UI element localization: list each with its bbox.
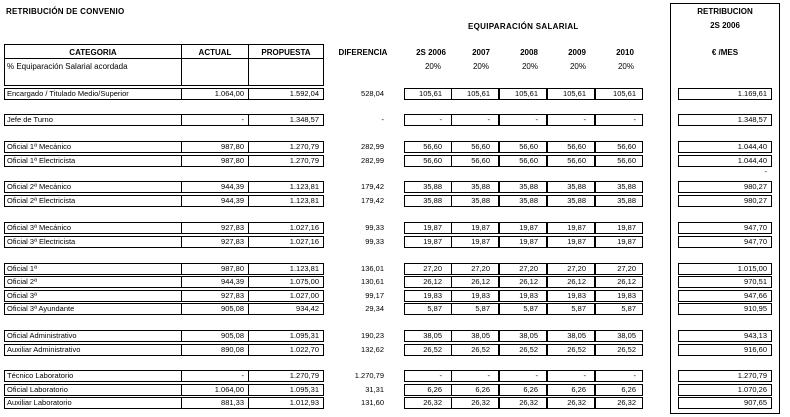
retribution-unit: € /MES xyxy=(711,48,739,57)
row-propuesta: 1.012,93 xyxy=(289,398,319,407)
row-diferencia: 190,23 xyxy=(361,331,384,340)
row-diferencia: 29,34 xyxy=(365,304,384,313)
row-2007: 38,05 xyxy=(471,331,490,340)
row-2009: 26,52 xyxy=(567,345,586,354)
table-row xyxy=(0,114,790,126)
row-2008: 26,32 xyxy=(519,398,538,407)
row-diferencia: 282,99 xyxy=(361,156,384,165)
row-2008: 35,88 xyxy=(519,182,538,191)
row-2008: 19,87 xyxy=(519,223,538,232)
header-2009: 2009 xyxy=(568,48,586,57)
row-2s2006: 5,87 xyxy=(427,304,442,313)
row-2007: 35,88 xyxy=(471,196,490,205)
table-row xyxy=(0,181,790,193)
row-2s2006: 6,26 xyxy=(427,385,442,394)
row-2010: 6,26 xyxy=(621,385,636,394)
row-2008: 27,20 xyxy=(519,264,538,273)
row-2010: 56,60 xyxy=(617,142,636,151)
table-row xyxy=(0,303,790,315)
row-2009: 19,87 xyxy=(567,223,586,232)
row-actual: 944,39 xyxy=(221,182,244,191)
row-actual: 927,83 xyxy=(221,237,244,246)
header-categoria: CATEGORIA xyxy=(69,48,117,57)
row-2010: - xyxy=(633,115,636,124)
row-propuesta: 1.095,31 xyxy=(289,385,319,394)
row-diferencia: 99,17 xyxy=(365,291,384,300)
row-2009: 35,88 xyxy=(567,182,586,191)
table-row xyxy=(0,141,790,153)
row-categoria: Oficial 2ª Electricista xyxy=(7,196,76,205)
row-retribucion: 1.270,79 xyxy=(737,371,767,380)
row-2s2006: 26,12 xyxy=(423,277,442,286)
row-2s2006: - xyxy=(439,371,442,380)
row-2009: 27,20 xyxy=(567,264,586,273)
row-2010: 26,32 xyxy=(617,398,636,407)
row-diferencia: 132,62 xyxy=(361,345,384,354)
table-row xyxy=(0,263,790,275)
row-2010: 26,12 xyxy=(617,277,636,286)
row-propuesta: 1.123,81 xyxy=(289,264,319,273)
row-2s2006: 19,87 xyxy=(423,237,442,246)
row-2009: 38,05 xyxy=(567,331,586,340)
row-diferencia: 528,04 xyxy=(361,89,384,98)
row-actual: 890,08 xyxy=(221,345,244,354)
row-retribucion: 947,66 xyxy=(744,291,767,300)
row-propuesta: 1.270,79 xyxy=(289,156,319,165)
row-2010: 35,88 xyxy=(617,196,636,205)
row-retribucion: 1.044,40 xyxy=(737,142,767,151)
row-2009: 35,88 xyxy=(567,196,586,205)
row-retribucion: 910,95 xyxy=(744,304,767,313)
row-propuesta: 1.095,31 xyxy=(289,331,319,340)
row-propuesta: 1.027,16 xyxy=(289,237,319,246)
row-retribucion: 907,65 xyxy=(744,398,767,407)
row-diferencia: 130,61 xyxy=(361,277,384,286)
row-actual: - xyxy=(241,371,244,380)
pct-2008: 20% xyxy=(521,62,538,71)
row-2009: 105,61 xyxy=(563,89,586,98)
row-2008: - xyxy=(535,115,538,124)
row-categoria: Oficial 3ª Ayundante xyxy=(7,304,75,313)
table-row xyxy=(0,370,790,382)
table-row xyxy=(0,290,790,302)
row-retribucion: 916,60 xyxy=(744,345,767,354)
row-actual: 905,08 xyxy=(221,331,244,340)
row-2010: 27,20 xyxy=(617,264,636,273)
row-2010: 56,60 xyxy=(617,156,636,165)
row-2008: 56,60 xyxy=(519,142,538,151)
row-2007: 56,60 xyxy=(471,156,490,165)
row-categoria: Jefe de Turno xyxy=(7,115,53,124)
row-2008: 56,60 xyxy=(519,156,538,165)
row-2s2006: 27,20 xyxy=(423,264,442,273)
table-row xyxy=(0,384,790,396)
row-diferencia: 99,33 xyxy=(365,237,384,246)
row-actual: 944,39 xyxy=(221,277,244,286)
row-categoria: Técnico Laboratorio xyxy=(7,371,74,380)
ret-orphan-dash: - xyxy=(764,167,767,176)
equiparacion-heading: EQUIPARACIÓN SALARIAL xyxy=(468,22,579,31)
equiparacion-percentage-label: % Equiparación Salarial acordada xyxy=(7,62,128,71)
row-actual: 881,33 xyxy=(221,398,244,407)
row-actual: 927,83 xyxy=(221,291,244,300)
row-categoria: Encargado / Titulado Medio/Superior xyxy=(7,89,129,98)
row-2008: 19,83 xyxy=(519,291,538,300)
row-diferencia: 99,33 xyxy=(365,223,384,232)
row-2010: 19,87 xyxy=(617,223,636,232)
pct-2s2006: 20% xyxy=(424,62,441,71)
row-retribucion: 980,27 xyxy=(744,196,767,205)
row-categoria: Oficial Administrativo xyxy=(7,331,77,340)
header-2010: 2010 xyxy=(616,48,634,57)
row-2008: 105,61 xyxy=(515,89,538,98)
row-2008: - xyxy=(535,371,538,380)
row-2008: 19,87 xyxy=(519,237,538,246)
row-actual: 927,83 xyxy=(221,223,244,232)
row-2010: 19,87 xyxy=(617,237,636,246)
row-actual: 987,80 xyxy=(221,264,244,273)
table-row xyxy=(0,222,790,234)
row-actual: 905,08 xyxy=(221,304,244,313)
row-2009: 19,87 xyxy=(567,237,586,246)
row-propuesta: 1.270,79 xyxy=(289,142,319,151)
row-retribucion: 1.169,61 xyxy=(737,89,767,98)
retribution-period: 2S 2006 xyxy=(710,21,740,30)
table-row xyxy=(0,344,790,356)
row-2007: 5,87 xyxy=(475,304,490,313)
row-retribucion: 947,70 xyxy=(744,223,767,232)
row-propuesta: 1.027,00 xyxy=(289,291,319,300)
row-retribucion: 1.070,26 xyxy=(737,385,767,394)
row-diferencia: 179,42 xyxy=(361,182,384,191)
row-2s2006: 56,60 xyxy=(423,142,442,151)
table-row xyxy=(0,88,790,100)
row-diferencia: 136,01 xyxy=(361,264,384,273)
row-2007: 19,83 xyxy=(471,291,490,300)
row-categoria: Oficial Laboratorio xyxy=(7,385,68,394)
row-2s2006: 19,87 xyxy=(423,223,442,232)
row-2009: - xyxy=(583,371,586,380)
row-2s2006: 35,88 xyxy=(423,196,442,205)
header-actual: ACTUAL xyxy=(198,48,232,57)
row-2007: 26,12 xyxy=(471,277,490,286)
row-2s2006: 35,88 xyxy=(423,182,442,191)
row-propuesta: 1.022,70 xyxy=(289,345,319,354)
row-2s2006: 19,83 xyxy=(423,291,442,300)
row-actual: 1.064,00 xyxy=(214,385,244,394)
row-2007: 56,60 xyxy=(471,142,490,151)
retribution-heading: RETRIBUCION xyxy=(697,7,753,16)
header-2007: 2007 xyxy=(472,48,490,57)
pct-2007: 20% xyxy=(472,62,489,71)
header-propuesta: PROPUESTA xyxy=(261,48,311,57)
row-2009: 56,60 xyxy=(567,156,586,165)
row-2s2006: 26,52 xyxy=(423,345,442,354)
row-diferencia: - xyxy=(381,115,384,124)
row-2s2006: - xyxy=(439,115,442,124)
header-diferencia: DIFERENCIA xyxy=(338,48,388,57)
row-propuesta: 1.592,04 xyxy=(289,89,319,98)
row-categoria: Oficial 1ª Electricista xyxy=(7,156,76,165)
pct-2010: 20% xyxy=(617,62,634,71)
row-diferencia: 131,60 xyxy=(361,398,384,407)
row-2010: 35,88 xyxy=(617,182,636,191)
row-categoria: Oficial 3ª Mecánico xyxy=(7,223,72,232)
row-actual: 944,39 xyxy=(221,196,244,205)
row-2007: 26,52 xyxy=(471,345,490,354)
row-propuesta: 1.123,81 xyxy=(289,182,319,191)
row-2008: 26,12 xyxy=(519,277,538,286)
row-2009: 5,87 xyxy=(571,304,586,313)
row-categoria: Oficial 1ª Mecánico xyxy=(7,142,72,151)
row-retribucion: 1.348,57 xyxy=(737,115,767,124)
table-row xyxy=(0,397,790,409)
header-separator xyxy=(4,58,324,59)
row-2008: 6,26 xyxy=(523,385,538,394)
row-2009: 19,83 xyxy=(567,291,586,300)
row-2008: 5,87 xyxy=(523,304,538,313)
row-diferencia: 179,42 xyxy=(361,196,384,205)
row-2007: 19,87 xyxy=(471,237,490,246)
header-2008: 2008 xyxy=(520,48,538,57)
row-2007: 6,26 xyxy=(475,385,490,394)
row-2010: 38,05 xyxy=(617,331,636,340)
table-row xyxy=(0,276,790,288)
table-row xyxy=(0,195,790,207)
row-actual: 987,80 xyxy=(221,156,244,165)
row-retribucion: 943,13 xyxy=(744,331,767,340)
row-2s2006: 26,32 xyxy=(423,398,442,407)
row-2008: 38,05 xyxy=(519,331,538,340)
row-2009: 26,32 xyxy=(567,398,586,407)
row-diferencia: 1.270,79 xyxy=(354,371,384,380)
row-categoria: Auxiliar Laboratorio xyxy=(7,398,72,407)
table-row xyxy=(0,236,790,248)
row-retribucion: 1.044,40 xyxy=(737,156,767,165)
row-categoria: Auxiliar Administrativo xyxy=(7,345,81,354)
row-diferencia: 282,99 xyxy=(361,142,384,151)
row-retribucion: 1.015,00 xyxy=(737,264,767,273)
row-2009: 56,60 xyxy=(567,142,586,151)
row-propuesta: 1.123,81 xyxy=(289,196,319,205)
row-2010: 26,52 xyxy=(617,345,636,354)
row-categoria: Oficial 3ª Electricista xyxy=(7,237,76,246)
row-categoria: Oficial 1ª xyxy=(7,264,37,273)
row-2007: - xyxy=(487,371,490,380)
row-retribucion: 970,51 xyxy=(744,277,767,286)
row-2s2006: 38,05 xyxy=(423,331,442,340)
row-diferencia: 31,31 xyxy=(365,385,384,394)
row-actual: 1.064,00 xyxy=(214,89,244,98)
row-propuesta: 1.027,16 xyxy=(289,223,319,232)
row-categoria: Oficial 2ª xyxy=(7,277,37,286)
row-retribucion: 947,70 xyxy=(744,237,767,246)
row-actual: 987,80 xyxy=(221,142,244,151)
row-propuesta: 1.348,57 xyxy=(289,115,319,124)
row-categoria: Oficial 2ª Mecánico xyxy=(7,182,72,191)
row-propuesta: 934,42 xyxy=(296,304,319,313)
pct-2009: 20% xyxy=(569,62,586,71)
row-2009: - xyxy=(583,115,586,124)
row-2010: - xyxy=(633,371,636,380)
row-propuesta: 1.270,79 xyxy=(289,371,319,380)
row-2007: 19,87 xyxy=(471,223,490,232)
row-2007: 27,20 xyxy=(471,264,490,273)
row-2008: 35,88 xyxy=(519,196,538,205)
row-2007: 26,32 xyxy=(471,398,490,407)
row-2010: 19,83 xyxy=(617,291,636,300)
row-2009: 6,26 xyxy=(571,385,586,394)
row-2s2006: 105,61 xyxy=(419,89,442,98)
row-categoria: Oficial 3ª xyxy=(7,291,37,300)
document-title: RETRIBUCIÓN DE CONVENIO xyxy=(6,7,125,16)
ret-orphan-dash-row xyxy=(0,166,790,178)
row-retribucion: 980,27 xyxy=(744,182,767,191)
row-2007: - xyxy=(487,115,490,124)
row-2009: 26,12 xyxy=(567,277,586,286)
row-2010: 105,61 xyxy=(613,89,636,98)
header-2s2006: 2S 2006 xyxy=(416,48,446,57)
row-2007: 35,88 xyxy=(471,182,490,191)
table-row xyxy=(0,330,790,342)
row-actual: - xyxy=(241,115,244,124)
row-2010: 5,87 xyxy=(621,304,636,313)
row-2s2006: 56,60 xyxy=(423,156,442,165)
row-2007: 105,61 xyxy=(467,89,490,98)
row-propuesta: 1.075,00 xyxy=(289,277,319,286)
row-2008: 26,52 xyxy=(519,345,538,354)
